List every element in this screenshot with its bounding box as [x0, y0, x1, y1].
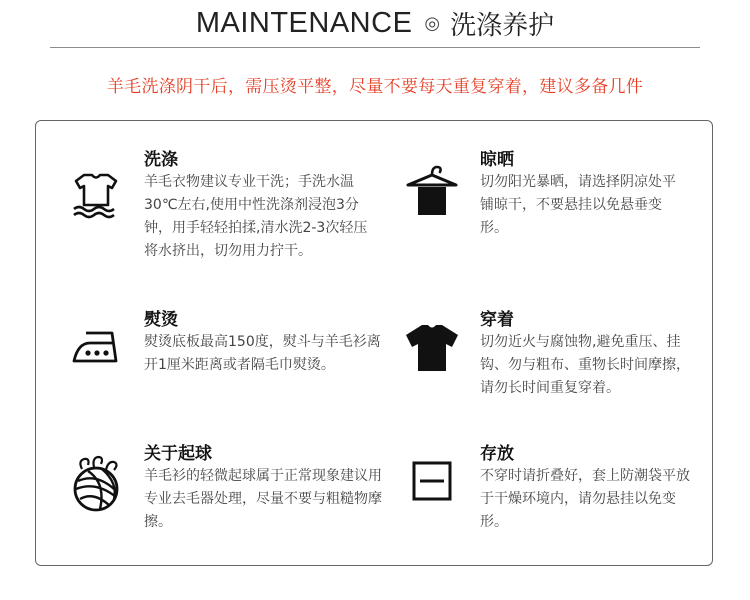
title-english: MAINTENANCE: [195, 6, 413, 39]
washing-title: 洗涤: [144, 150, 178, 170]
care-instructions-card: [35, 120, 713, 566]
drying-text: 切勿阳光暴晒，请选择阴凉处平铺晾干，不要悬挂以免悬垂变形。: [480, 174, 676, 236]
wearing-title: 穿着: [480, 310, 514, 330]
fold-box-icon: [402, 451, 462, 511]
wash-tshirt-icon: [66, 167, 126, 227]
section-ironing: [66, 305, 381, 405]
section-storage: [402, 439, 702, 539]
section-drying: [402, 145, 702, 285]
ironing-text: 熨烫底板最高150度，熨斗与羊毛衫离开1厘米距离或者隔毛巾熨烫。: [144, 334, 381, 373]
section-wearing: [402, 305, 702, 405]
section-washing: [66, 145, 368, 285]
hanger-icon: [402, 161, 462, 221]
ironing-title: 熨烫: [144, 310, 178, 330]
pilling-title: 关于起球: [144, 444, 212, 464]
title-chinese: 洗涤养护: [450, 10, 555, 41]
drying-title: 晾晒: [480, 150, 514, 170]
storage-title: 存放: [480, 444, 514, 464]
care-notice: 羊毛洗涤阴干后，需压烫平整，尽量不要每天重复穿着，建议多备几件: [106, 77, 644, 97]
washing-text: 羊毛衣物建议专业干洗；手洗水温30℃左右,使用中性洗涤剂浸泡3分钟，用手轻轻拍揉,清水洗2-3次轻压将水挤出，切勿用力拧干。: [144, 174, 368, 259]
tshirt-icon: [402, 317, 462, 377]
section-pilling: [66, 439, 382, 539]
iron-icon: [66, 315, 126, 375]
yarn-ball-icon: [66, 453, 126, 513]
storage-text: 不穿时请折叠好，套上防潮袋平放于干燥环境内，请勿悬挂以免变形。: [480, 468, 690, 530]
page-title: [0, 0, 750, 46]
title-divider: [50, 47, 700, 48]
target-symbol-icon: ◎: [424, 12, 441, 34]
wearing-text: 切勿近火与腐蚀物,避免重压、挂钩、勿与粗布、重物长时间摩擦，请勿长时间重复穿着。: [480, 334, 690, 396]
pilling-text: 羊毛衫的轻微起球属于正常现象建议用专业去毛器处理，尽量不要与粗糙物摩擦。: [144, 468, 382, 530]
